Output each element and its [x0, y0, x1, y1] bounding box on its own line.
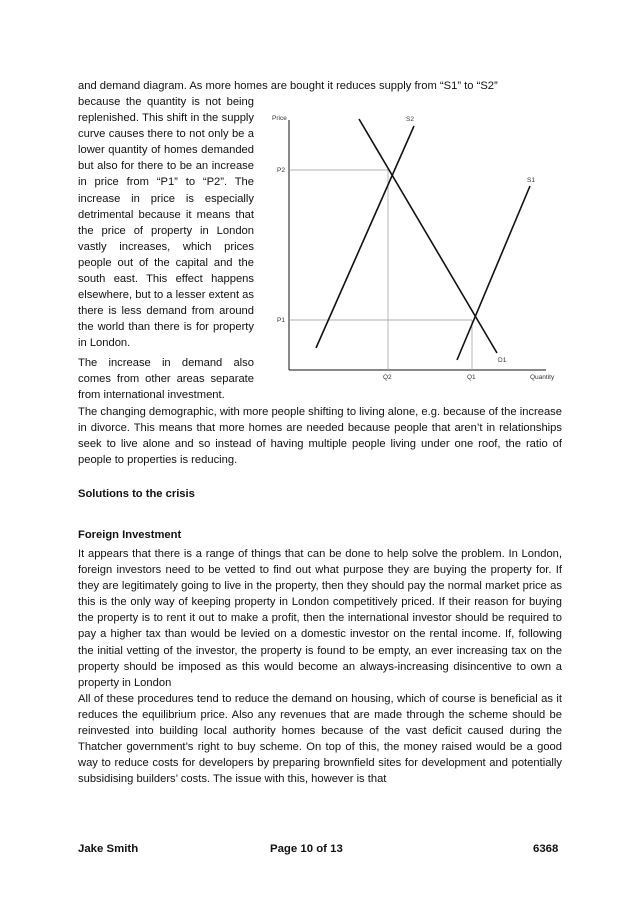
d1-label: D1 [498, 357, 507, 364]
footer-page-number: Page 10 of 13 [270, 843, 343, 855]
y-axis-label: Price [272, 115, 287, 122]
footer-author: Jake Smith [78, 843, 139, 855]
s2-label: S2 [406, 116, 414, 123]
intro-first-line: and demand diagram. As more homes are bought it reduces supply from “S1” to “S2” [78, 80, 498, 92]
intro-wrapped-paragraph: because the quantity is not being replenished. This shift in the supply curve causes there to not only be a lower quantity of homes demanded but also for there to be an increase in price from “P1” to “P2”. The increase in price is especially detrimental because it means that the price of property in London vastly increases, which prices people out of the capital and the south east. This effect happens elsewhere, but to a lesser extent as there is less demand from around the world than there is for property in London. [78, 96, 254, 350]
demand-wrapped-paragraph: The increase in demand also comes from other areas separate from international investment. [78, 357, 254, 402]
solutions-heading: Solutions to the crisis [78, 488, 195, 500]
supply-curve-s2 [316, 126, 414, 348]
p1-label: P1 [277, 317, 285, 324]
supply-curve-s1 [457, 186, 530, 360]
foreign-investment-paragraph-2: All of these procedures tend to reduce the demand on housing, which of course is beneficial as it reduces the equilibrium price. Also any revenues that are made through the scheme should be reinvested into building local authority homes because of the vast deficit caused during the Thatcher government’s right to buy scheme. On top of this, the money raised would be a good way to reduce costs for developers by preparing brownfield sites for development and potentially subsidising builders’ costs. The issue with this, however is that [78, 693, 562, 786]
demographic-paragraph: The changing demographic, with more people shifting to living alone, e.g. because of the increase in divorce. This means that more homes are needed because people that aren’t in relationships seek to live alone and so instead of having multiple people living under one roof, the ratio of people to properties is reducing. [78, 406, 562, 467]
s1-label: S1 [527, 177, 535, 184]
p2-label: P2 [277, 167, 285, 174]
q1-label: Q1 [467, 374, 476, 381]
foreign-investment-paragraph-1: It appears that there is a range of things that can be done to help solve the problem. In London, foreign investors need to be vetted to find out what purpose they are buying the property for. If they are legitimately going to live in the property, then they should pay the normal market price as this is the only way of keeping property in London competitively priced. If their reason for buying the property is to rent it out to make a profit, then the international investor should be required to pay a higher tax than would be levied on a domestic investor on the rental income. If, following the initial vetting of the investor, the property is found to be empty, an ever increasing tax on the property should be imposed as this would become an always-increasing disincentive to own a property in London [78, 548, 562, 689]
q2-label: Q2 [383, 374, 392, 381]
x-axis-label: Quantity [530, 374, 555, 381]
foreign-investment-heading: Foreign Investment [78, 529, 182, 541]
supply-demand-diagram [256, 108, 556, 386]
footer-code: 6368 [533, 843, 559, 855]
demand-curve-d1 [359, 119, 497, 353]
